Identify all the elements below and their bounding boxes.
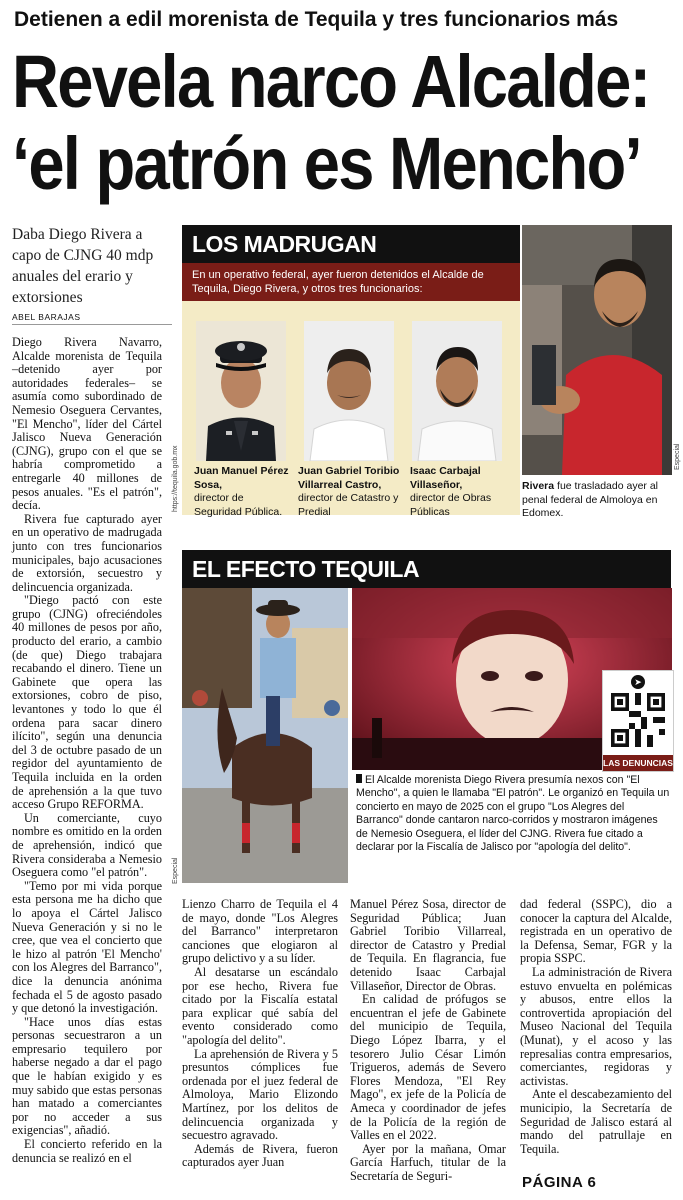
body-column-2 bbox=[182, 898, 338, 1170]
paragraph: Rivera fue capturado ayer en un operativo de madrugada junto con tres funcionarios municipales, bajo acusaciones de extorsión, secuestro y delincuencia organizada. bbox=[12, 511, 162, 594]
qr-arrow-icon: ➤ bbox=[631, 675, 645, 689]
paragraph: Manuel Pérez Sosa, director de Seguridad Pública; Juan Gabriel Toribio Villarreal, director de Catastro y Predial de Tequila. En flagrancia, fue detenido Isaac Carbajal Villaseñor, Director de Obras. bbox=[350, 897, 506, 993]
page-label: PÁGINA 6 bbox=[522, 1174, 597, 1191]
caption-efecto-text: El Alcalde morenista Diego Rivera presumía nexos con "El Mencho", a quien le llamaba "El patrón". Le organizó en Tequila un concierto en mayo de 2025 con el grupo "Los Alegres del Barranco" donde cantaron narco-corridos y mostraron imágenes de Nemesio Oseguera, el líder del CJNG. Rivera fue citado a declarar por la Fiscalía de Jalisco por "apología del delito". bbox=[356, 774, 670, 854]
caption-perez-sosa bbox=[194, 465, 294, 519]
caption-rivera bbox=[522, 480, 672, 521]
person-role: director de Seguridad Pública. bbox=[194, 492, 283, 518]
body-column-4 bbox=[520, 898, 672, 1156]
paragraph: dad federal (SSPC), dio a conocer la captura del Alcalde, registrada en un operativo de la Defensa, Semar, FGR y la propia SSPC. bbox=[520, 897, 672, 966]
paragraph: "Temo por mi vida porque esta persona me ha dicho que lo apoya el Cártel Jalisco Nueva Generación y si no le cree, que vea el concierto que le hizo al patrón 'El Mencho' con los Alegres del Barranco", dice la denuncia anónima fechada el 5 de agosto pasado y que detonó la investigación. bbox=[12, 878, 162, 1016]
caption-efecto bbox=[356, 774, 670, 854]
person-name: Juan Gabriel Toribio Villarreal Castro, bbox=[298, 465, 400, 491]
paragraph: Lienzo Charro de Tequila el 4 de mayo, donde "Los Alegres del Barranco" interpretaron canciones que elogiaron al grupo delictivo y a su líder. bbox=[182, 897, 338, 966]
paragraph: Ante el descabezamiento del municipio, la Secretaría de Seguridad de Jalisco estará al mando del patrullaje en Tequila. bbox=[520, 1087, 672, 1156]
madrugan-intro: En un operativo federal, ayer fueron detenidos el Alcalde de Tequila, Diego Rivera, y otros tres funcionarios: bbox=[182, 263, 520, 301]
qr-code-box[interactable] bbox=[602, 670, 674, 772]
rivera-caption: fue trasladado ayer al penal federal de Almoloya en Edomex. bbox=[522, 480, 659, 519]
paragraph: El concierto referido en la denuncia se realizó en el bbox=[12, 1137, 162, 1165]
headline-line-1: Revela narco Alcalde: bbox=[12, 40, 650, 123]
paragraph: Al desatarse un escándalo por ese hecho, Rivera fue citado por la Fiscalía estatal para explicar qué sabía del evento considerado como "apología del delito". bbox=[182, 964, 338, 1047]
paragraph: Diego Rivera Navarro, Alcalde morenista de Tequila –detenido ayer por autoridades federales– se asumía como subordinado de Nemesio Oseguera Cervantes, "El Mencho", líder del Cártel Jalisco Nueva Generación (CJNG), grupo con el que se habría comprometido a entregarle 40 millones de pesos anuales. "Es el patrón", decía. bbox=[12, 335, 162, 513]
caption-carbajal-villasenor bbox=[410, 465, 516, 519]
caption-marker-icon bbox=[356, 774, 362, 783]
rivera-photo-credit: Especial bbox=[674, 443, 681, 470]
paragraph: "Diego pactó con este grupo (CJNG) ofreciéndoles 40 millones de pesos por año, producto del erario, a cambio (de que) Diego trabajara recabando el dinero. Tiene un Gabinete que opera las extorsiones, cobro de piso, levantones y todo lo que él ordena para sacar dinero ilícito", según una denuncia del 3 de octubre pasado de un regidor del ayuntamiento de Tequila incluida en la orden de aprehensión a la que tuvo acceso Grupo REFORMA. bbox=[12, 593, 162, 812]
paragraph: La aprehensión de Rivera y 5 presuntos cómplices fue ordenada por el juez federal de Almoloya, Mario Elizondo Martínez, por los delitos de delincuencia organizada y secuestro agravado. bbox=[182, 1046, 338, 1143]
paragraph: "Hace unos días estas personas secuestraron a un empresario tequilero por haberse negado a dar el pago que le habían exigido y es muy sabido que estas personas han matado a comerciantes por no acceder a sus exigencias", añadió. bbox=[12, 1014, 162, 1138]
photo-rider-horse bbox=[182, 588, 348, 883]
person-name: Isaac Carbajal Villaseñor, bbox=[410, 465, 481, 491]
photo-source-credit: https://tequila.gob.mx bbox=[172, 445, 179, 512]
photo-perez-sosa bbox=[196, 321, 286, 461]
qr-label: LAS DENUNCIAS bbox=[603, 755, 673, 771]
caption-toribio-villarreal bbox=[298, 465, 410, 519]
rider-photo-credit: Especial bbox=[172, 857, 179, 884]
qr-code-icon bbox=[611, 693, 665, 747]
efecto-title: EL EFECTO TEQUILA bbox=[182, 550, 671, 588]
rivera-name: Rivera bbox=[522, 480, 555, 492]
paragraph: Además de Rivera, fueron capturados ayer Juan bbox=[182, 1141, 338, 1170]
photo-rivera-detained bbox=[522, 225, 672, 475]
byline: ABEL BARAJAS bbox=[12, 312, 172, 325]
body-column-1 bbox=[12, 336, 162, 1165]
madrugan-title: LOS MADRUGAN bbox=[182, 225, 520, 263]
paragraph: En calidad de prófugos se encuentran el jefe de Gabinete del municipio de Tequila, Diego López Ibarra, y el tesorero Julio César Limón Trigueros, además de Severo Flores Mendoza, "El Rey Mago", ex jefe de la Policía de Ameca y coordinador de jefes de la Policía de la región de Valles en el 2022. bbox=[350, 992, 506, 1143]
madrugan-box bbox=[182, 225, 520, 518]
person-role: director de Obras Públicas bbox=[410, 492, 492, 518]
photo-carbajal-villasenor bbox=[412, 321, 502, 461]
person-role: director de Catastro y Predial bbox=[298, 492, 399, 518]
body-column-3 bbox=[350, 898, 506, 1183]
person-name: Juan Manuel Pérez Sosa, bbox=[194, 465, 289, 491]
kicker: Detienen a edil morenista de Tequila y tres funcionarios más bbox=[14, 8, 619, 31]
paragraph: Ayer por la mañana, Omar García Harfuch, titular de la Secretaría de Seguri- bbox=[350, 1141, 506, 1183]
headline-line-2: ‘el patrón es Mencho’ bbox=[12, 122, 641, 205]
paragraph: Un comerciante, cuyo nombre es omitido en la orden de aprehensión, indicó que Rivera consideraba a Nemesio Oseguera como "el patrón". bbox=[12, 810, 162, 880]
paragraph: La administración de Rivera estuvo envuelta en polémicas y abusos, entre ellos la controvertida apropiación del Museo Nacional del Tequila (Munat), y el acoso y las represalias contra empresarios, comerciantes, regidoras y activistas. bbox=[520, 964, 672, 1088]
deck: Daba Diego Rivera a capo de CJNG 40 mdp anuales del erario y extorsiones bbox=[12, 226, 154, 306]
photo-toribio-villarreal bbox=[304, 321, 394, 461]
